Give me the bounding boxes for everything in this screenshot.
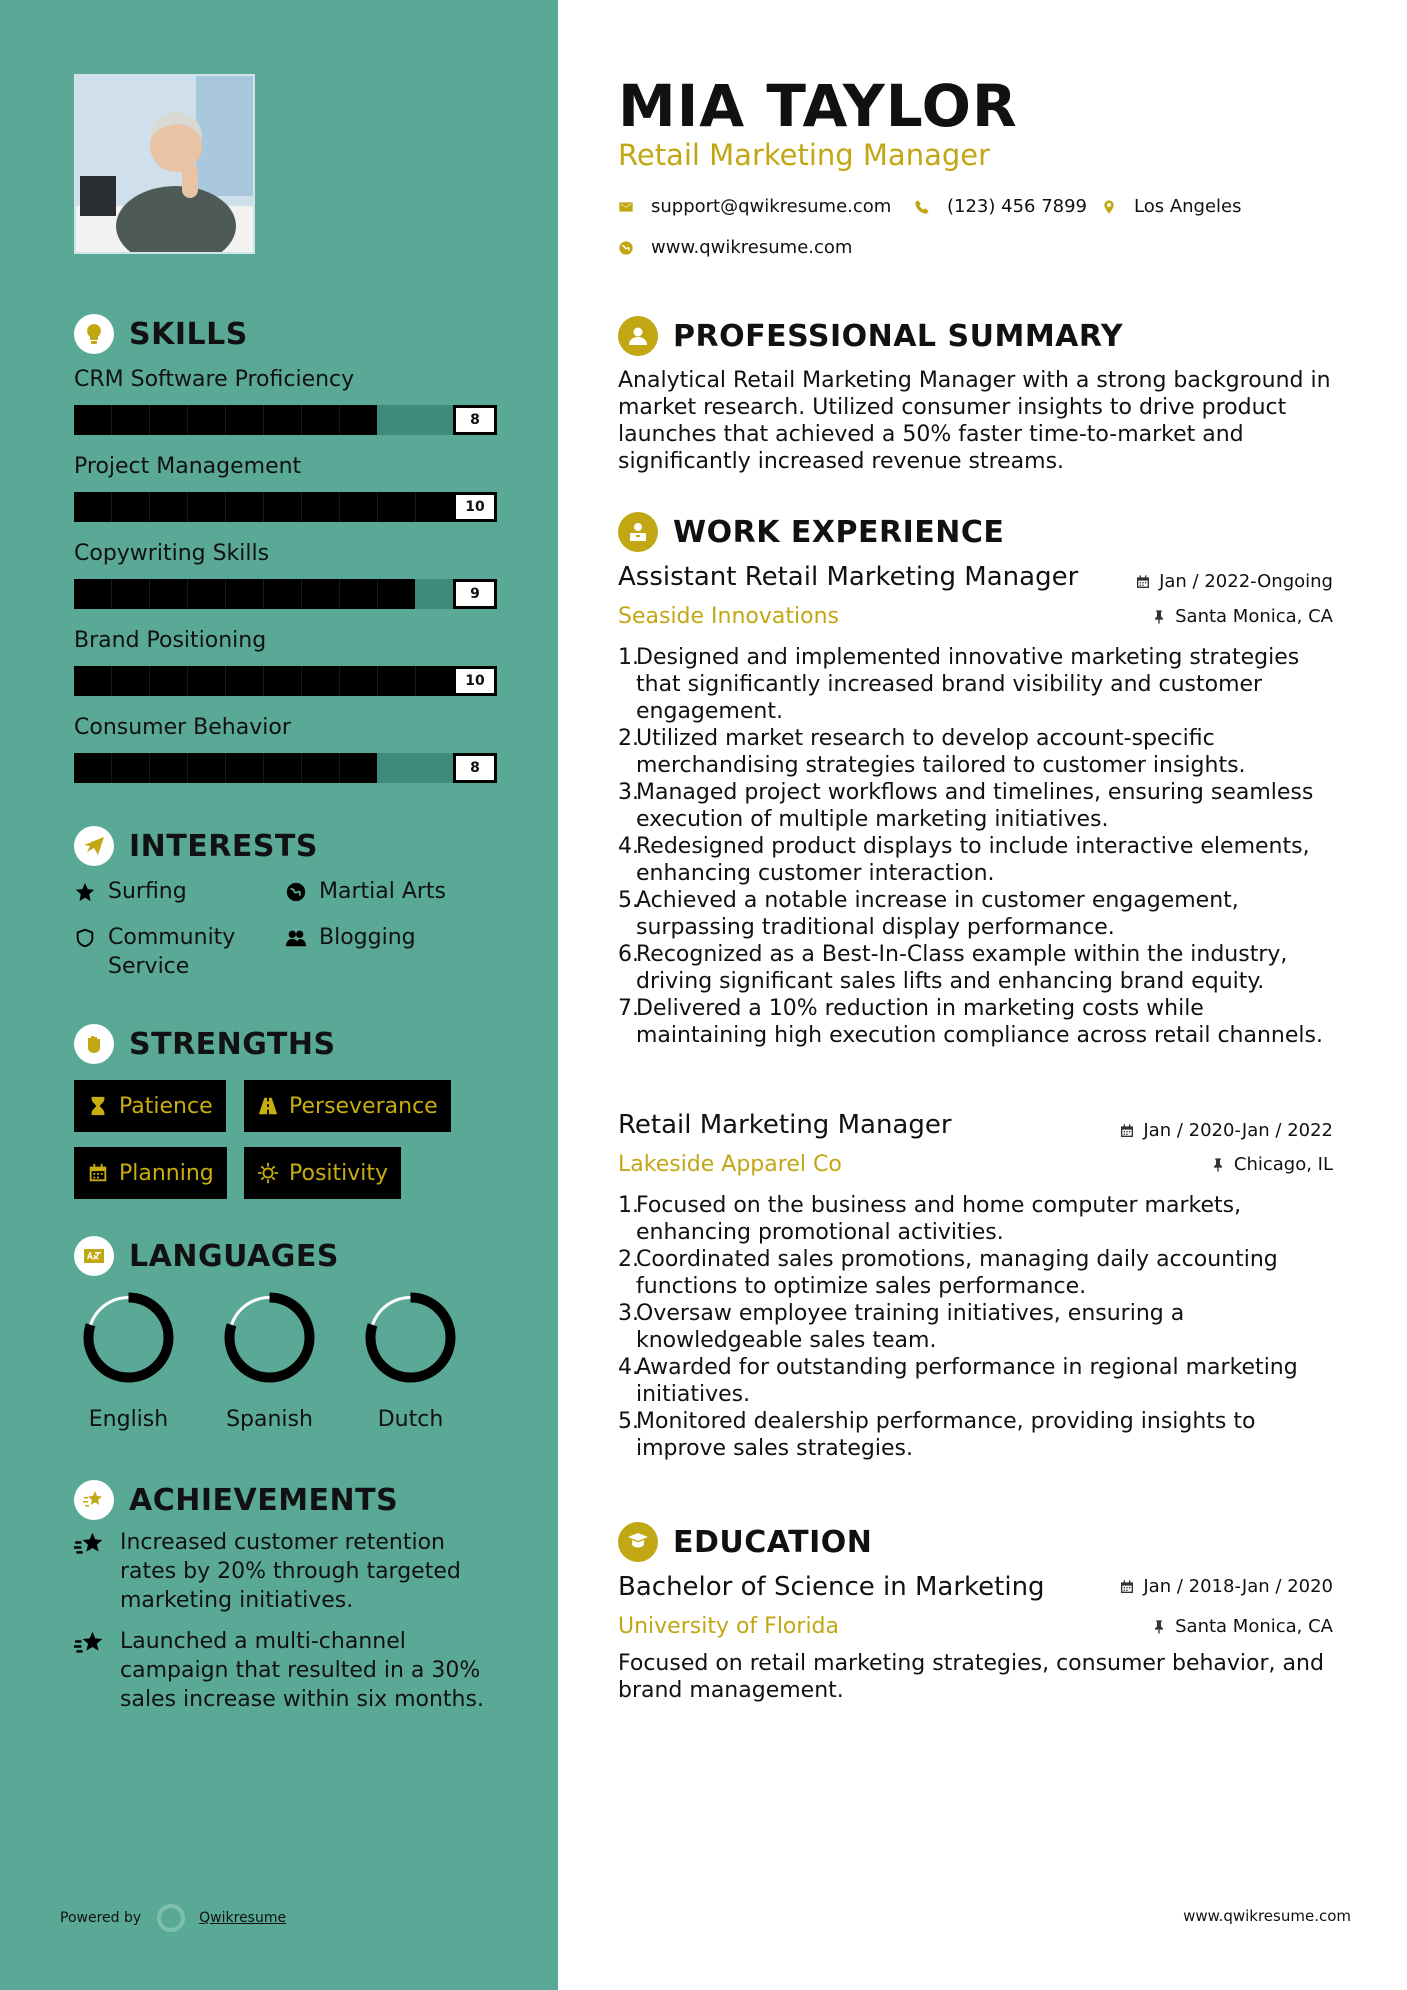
job-title: Retail Marketing Manager	[618, 1110, 952, 1140]
education-title: EDUCATION	[673, 1524, 873, 1560]
education-dates	[1119, 1576, 1333, 1597]
calendar-icon	[1135, 574, 1151, 590]
contact-location	[1101, 196, 1242, 217]
language-name: Spanish	[226, 1407, 313, 1432]
users-icon	[285, 927, 307, 949]
interests-title: INTERESTS	[129, 828, 318, 864]
skill-bar-fill	[74, 666, 453, 696]
interest-item	[74, 877, 187, 906]
education-header	[618, 1522, 872, 1562]
strength-label: Perseverance	[289, 1093, 438, 1119]
profile-photo	[74, 74, 255, 254]
sun-icon	[257, 1162, 279, 1184]
skill-level: 9	[453, 579, 497, 609]
graduate-icon	[618, 1522, 658, 1562]
education-dates-text: Jan / 2018-Jan / 2020	[1143, 1576, 1333, 1597]
job-bullet: Achieved a notable increase in customer engagement, surpassing traditional display performance.	[636, 888, 1239, 940]
skill-level: 8	[453, 753, 497, 783]
job-dates-text: Jan / 2022-Ongoing	[1159, 571, 1333, 592]
job-bullet: Managed project workflows and timelines, ensuring seamless execution of multiple marketing initiatives.	[636, 780, 1314, 832]
job-bullet: Monitored dealership performance, providing insights to improve sales strategies.	[636, 1409, 1256, 1461]
lightbulb-icon	[74, 314, 114, 354]
briefcase-user-icon	[618, 512, 658, 552]
fist-icon	[74, 1024, 114, 1064]
candidate-role: Retail Marketing Manager	[618, 138, 991, 172]
job-bullet: Awarded for outstanding performance in regional marketing initiatives.	[636, 1355, 1298, 1407]
job-dates	[1119, 1120, 1333, 1141]
job-bullet: Delivered a 10% reduction in marketing costs while maintaining high execution compliance across retail channels.	[636, 996, 1323, 1048]
star-icon	[74, 881, 96, 903]
job-location-text: Santa Monica, CA	[1175, 606, 1333, 627]
achievement-item	[74, 1627, 494, 1714]
map-pin-icon	[1101, 199, 1117, 215]
envelope-icon	[618, 199, 634, 215]
pin-icon	[1151, 1619, 1167, 1635]
education-location-text: Santa Monica, CA	[1175, 1616, 1333, 1637]
job-bullet: Utilized market research to develop account-specific merchandising strategies tailored to customer insights.	[636, 726, 1246, 778]
interest-label: Martial Arts	[319, 879, 447, 904]
skill-bar	[74, 753, 497, 783]
strength-label: Positivity	[289, 1160, 389, 1186]
interest-label: Community Service	[108, 925, 236, 979]
job-location	[1151, 606, 1333, 627]
job-bullets	[618, 1192, 1338, 1462]
job-bullets	[618, 644, 1338, 1049]
hourglass-icon	[87, 1095, 109, 1117]
paper-plane-icon	[74, 826, 114, 866]
job-location-text: Chicago, IL	[1233, 1154, 1333, 1175]
language-name: Dutch	[377, 1407, 444, 1432]
degree: Bachelor of Science in Marketing	[618, 1572, 1045, 1602]
strengths-header	[74, 1024, 336, 1064]
strength-tag	[244, 1147, 401, 1199]
website-text[interactable]: www.qwikresume.com	[651, 237, 853, 258]
qwikresume-logo-icon	[157, 1904, 185, 1932]
job-bullet: Oversaw employee training initiatives, ensuring a knowledgeable sales team.	[636, 1301, 1185, 1353]
skill-bar	[74, 666, 497, 696]
skill-bar	[74, 579, 497, 609]
language-item	[81, 1290, 176, 1432]
achievements-title: ACHIEVEMENTS	[129, 1482, 399, 1518]
sidebar	[0, 0, 558, 1990]
company-name: Seaside Innovations	[618, 604, 839, 629]
pin-icon	[1151, 609, 1167, 625]
experience-header	[618, 512, 1004, 552]
calendar-icon	[1119, 1123, 1135, 1139]
interest-item	[285, 923, 416, 952]
job-dates	[1135, 571, 1333, 592]
globe-icon	[618, 240, 634, 256]
skill-bar	[74, 405, 497, 435]
interest-item	[285, 877, 446, 906]
language-item	[363, 1290, 458, 1432]
skills-header	[74, 314, 248, 354]
education-location	[1151, 1616, 1333, 1637]
contact-phone	[914, 196, 1087, 217]
skill-bar-fill	[74, 405, 377, 435]
user-icon	[618, 316, 658, 356]
language-name: English	[88, 1407, 169, 1432]
strength-label: Patience	[119, 1093, 213, 1119]
strength-label: Planning	[119, 1160, 214, 1186]
language-ring	[81, 1290, 176, 1385]
contact-email	[618, 196, 891, 217]
skill-level: 10	[453, 666, 497, 696]
skill-name: Consumer Behavior	[74, 715, 291, 740]
skill-bar-fill	[74, 492, 453, 522]
skill-name: Project Management	[74, 454, 302, 479]
skill-name: Copywriting Skills	[74, 541, 270, 566]
translate-icon	[74, 1236, 114, 1276]
languages-title: LANGUAGES	[129, 1238, 339, 1274]
calendar-icon	[87, 1162, 109, 1184]
achievements-header	[74, 1480, 398, 1520]
location-text: Los Angeles	[1134, 196, 1242, 217]
job-location	[1210, 1154, 1333, 1175]
skills-title: SKILLS	[129, 316, 248, 352]
achievement-text: Launched a multi-channel campaign that resulted in a 30% sales increase within six months.	[120, 1629, 484, 1712]
pin-icon	[1210, 1157, 1226, 1173]
strength-tag	[74, 1080, 226, 1132]
school-name: University of Florida	[618, 1614, 839, 1639]
phone-icon	[914, 199, 930, 215]
summary-text: Analytical Retail Marketing Manager with a strong background in market research. Utilized consumer insights to drive product launches that achieved a 50% faster time-to-market and significantly increased revenue streams.	[618, 368, 1331, 474]
experience-title: WORK EXPERIENCE	[673, 514, 1005, 550]
email-text[interactable]: support@qwikresume.com	[651, 196, 892, 217]
candidate-name: MIA TAYLOR	[618, 72, 1018, 140]
job-dates-text: Jan / 2020-Jan / 2022	[1143, 1120, 1333, 1141]
job-bullet: Recognized as a Best-In-Class example within the industry, driving significant sales lifts and enhancing brand equity.	[636, 942, 1288, 994]
powered-by-label: Powered by	[60, 1910, 142, 1926]
qwikresume-link[interactable]: Qwikresume	[199, 1910, 287, 1926]
strength-tag	[74, 1147, 227, 1199]
interest-item	[74, 923, 254, 981]
summary-header	[618, 316, 1123, 356]
achievement-text: Increased customer retention rates by 20% through targeted marketing initiatives.	[120, 1530, 461, 1613]
summary-title: PROFESSIONAL SUMMARY	[673, 318, 1124, 354]
phone-text: (123) 456 7899	[947, 196, 1088, 217]
achievement-item	[74, 1528, 494, 1615]
job-bullet: Focused on the business and home computer markets, enhancing promotional activities.	[636, 1193, 1242, 1245]
job-bullet: Designed and implemented innovative marketing strategies that significantly increased brand visibility and customer engagement.	[636, 645, 1300, 724]
job-title: Assistant Retail Marketing Manager	[618, 562, 1079, 592]
skill-name: Brand Positioning	[74, 628, 267, 653]
company-name: Lakeside Apparel Co	[618, 1152, 842, 1177]
skill-name: CRM Software Proficiency	[74, 367, 355, 392]
language-ring	[222, 1290, 317, 1385]
powered-by	[60, 1904, 286, 1932]
calendar-icon	[1119, 1579, 1135, 1595]
interest-label: Surfing	[108, 879, 187, 904]
languages-header	[74, 1236, 339, 1276]
footer-url[interactable]: www.qwikresume.com	[1183, 1907, 1351, 1925]
trophy-star-icon	[74, 1530, 106, 1560]
skill-bar	[74, 492, 497, 522]
language-item	[222, 1290, 317, 1432]
education-description: Focused on retail marketing strategies, consumer behavior, and brand management.	[618, 1651, 1324, 1703]
strength-tag	[244, 1080, 451, 1132]
shield-icon	[74, 927, 96, 949]
skill-level: 8	[453, 405, 497, 435]
trophy-star-icon	[74, 1480, 114, 1520]
strengths-title: STRENGTHS	[129, 1026, 336, 1062]
skill-bar-fill	[74, 579, 415, 609]
job-bullet: Redesigned product displays to include interactive elements, enhancing customer interaction.	[636, 834, 1310, 886]
interest-label: Blogging	[319, 925, 416, 950]
globe-icon	[285, 881, 307, 903]
job-bullet: Coordinated sales promotions, managing daily accounting functions to optimize sales performance.	[636, 1247, 1278, 1299]
skill-level: 10	[453, 492, 497, 522]
contact-website	[618, 237, 852, 258]
interests-header	[74, 826, 318, 866]
road-icon	[257, 1095, 279, 1117]
skill-bar-fill	[74, 753, 377, 783]
language-ring	[363, 1290, 458, 1385]
trophy-star-icon	[74, 1629, 106, 1659]
